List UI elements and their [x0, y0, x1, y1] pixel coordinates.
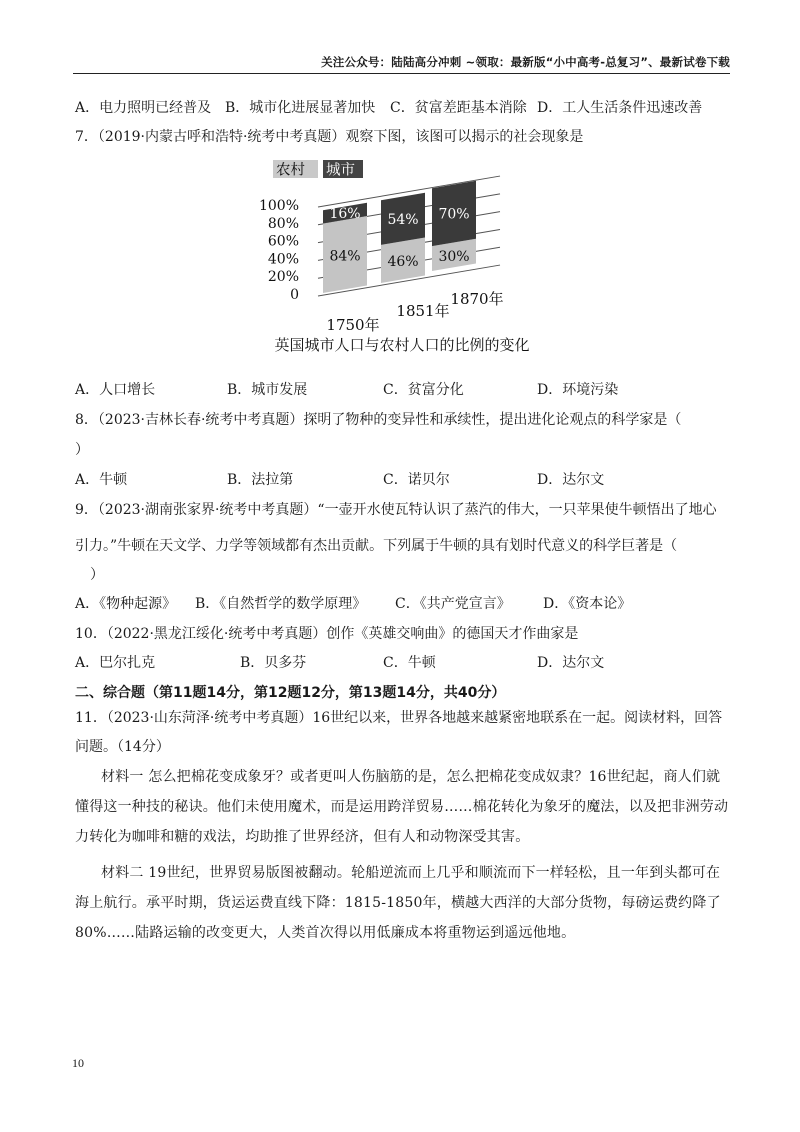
q9-option-c: C．《共产党宣言》 [395, 596, 511, 612]
q7-stem: 7．（2019·内蒙古呼和浩特·统考中考真题）观察下图，该图可以揭示的社会现象是 [75, 129, 584, 145]
material-1-line-1: 材料一 怎么把棉花变成象牙？或者更叫人伤脑筋的是，怎么把棉花变成奴隶？16世纪起，商人们就 [101, 769, 721, 785]
q7-option-c: C．贫富分化 [383, 382, 464, 398]
legend-urban: 城市 [326, 162, 355, 179]
q8-option-a: A．牛顿 [75, 472, 128, 488]
material-2-line-2: 海上航行。承平时期，货运运费直线下降：1815-1850年，横越大西洋的大部分货物，每磅运费约降了 [75, 895, 721, 911]
q9-option-a: A．《物种起源》 [75, 596, 177, 612]
y-tick-label: 40% [267, 251, 299, 268]
page-number: 10 [72, 1056, 84, 1070]
q6-option-b: B．城市化进展显著加快 [225, 100, 376, 116]
q9-option-b: B．《自然哲学的数学原理》 [195, 596, 367, 612]
label-urban-0: 16% [329, 206, 361, 223]
q8-option-b: B．法拉第 [227, 472, 294, 488]
x-tick-label: 1750年 [326, 316, 380, 334]
q7-option-a: A．人口增长 [75, 382, 156, 398]
q6-option-c: C．贫富差距基本消除 [390, 100, 527, 116]
population-ratio-chart [0, 0, 800, 370]
material-1-line-3: 力转化为咖啡和糖的戏法，均助推了世界经济，但有人和动物深受其害。 [75, 829, 530, 845]
y-tick-label: 0 [290, 287, 299, 303]
chart-bars [323, 181, 476, 293]
y-tick-label: 20% [267, 269, 299, 286]
legend-rural: 农村 [276, 162, 305, 179]
q10-option-b: B．贝多芬 [240, 655, 307, 671]
q7-option-b: B．城市发展 [227, 382, 308, 398]
q7-option-d: D．环境污染 [537, 382, 619, 398]
label-rural-0: 84% [329, 248, 361, 265]
chart-y-ticks [259, 198, 299, 303]
q10-stem: 10．（2022·黑龙江绥化·统考中考真题）创作《英雄交响曲》的德国天才作曲家是 [75, 626, 579, 642]
q8-option-d: D．达尔文 [537, 472, 605, 488]
chart-x-labels [326, 290, 503, 334]
q6-option-a: A．电力照明已经普及 [75, 100, 212, 116]
q11-line-2: 问题。（14分） [75, 739, 170, 755]
material-1-line-2: 懂得这一种技的秘诀。他们未使用魔术，而是运用跨洋贸易……棉花转化为象牙的魔法，以及把非洲劳动 [75, 799, 729, 815]
q9-line-1: 9．（2023·湖南张家界·统考中考真题）“一壶开水使瓦特认识了蒸汽的伟大，一只苹果使牛顿悟出了地心 [75, 502, 717, 518]
q6-option-d: D．工人生活条件迅速改善 [537, 100, 703, 116]
material-2-line-3: 80%……陆路运输的改变更大，人类首次得以用低廉成本将重物运到遥远他地。 [75, 925, 576, 941]
section-2-heading: 二、综合题（第11题14分，第12题12分，第13题14分，共40分） [75, 685, 506, 701]
chart-title: 英国城市人口与农村人口的比例的变化 [274, 336, 530, 354]
y-tick-label: 80% [267, 215, 299, 232]
q11-line-1: 11．（2023·山东菏泽·统考中考真题）16世纪以来，世界各地越来越紧密地联系在一起。阅读材料，回答 [75, 710, 723, 726]
q10-option-c: C．牛顿 [383, 655, 436, 671]
material-2-line-1: 材料二 19世纪，世界贸易版图被翻动。轮船逆流而上几乎和顺流而下一样轻松，且一年到头都可在 [101, 865, 721, 881]
y-tick-label: 100% [258, 198, 299, 214]
label-rural-1: 46% [387, 254, 419, 271]
q10-option-a: A．巴尔扎克 [75, 655, 156, 671]
label-urban-2: 70% [438, 206, 470, 223]
label-urban-1: 54% [387, 211, 419, 228]
y-tick-label: 60% [267, 233, 299, 250]
q8-option-c: C．诺贝尔 [383, 472, 450, 488]
q8-close: ） [75, 442, 89, 458]
q10-option-d: D．达尔文 [537, 655, 605, 671]
q9-line-2: 引力。”牛顿在天文学、力学等领域都有杰出贡献。下列属于牛顿的具有划时代意义的科学巨著是（ [75, 538, 678, 554]
x-tick-label: 1870年 [450, 290, 504, 308]
q8-stem: 8．（2023·吉林长春·统考中考真题）探明了物种的变异性和承续性，提出进化论观点的科学家是（ [75, 412, 682, 428]
page-header: 关注公众号：陆陆高分冲刺 ~领取：最新版“小中高考-总复习”、最新试卷下载 [321, 55, 730, 69]
x-tick-label: 1851年 [396, 302, 450, 320]
q9-close: ） [90, 567, 104, 583]
q9-option-d: D．《资本论》 [543, 596, 632, 612]
label-rural-2: 30% [438, 248, 470, 265]
